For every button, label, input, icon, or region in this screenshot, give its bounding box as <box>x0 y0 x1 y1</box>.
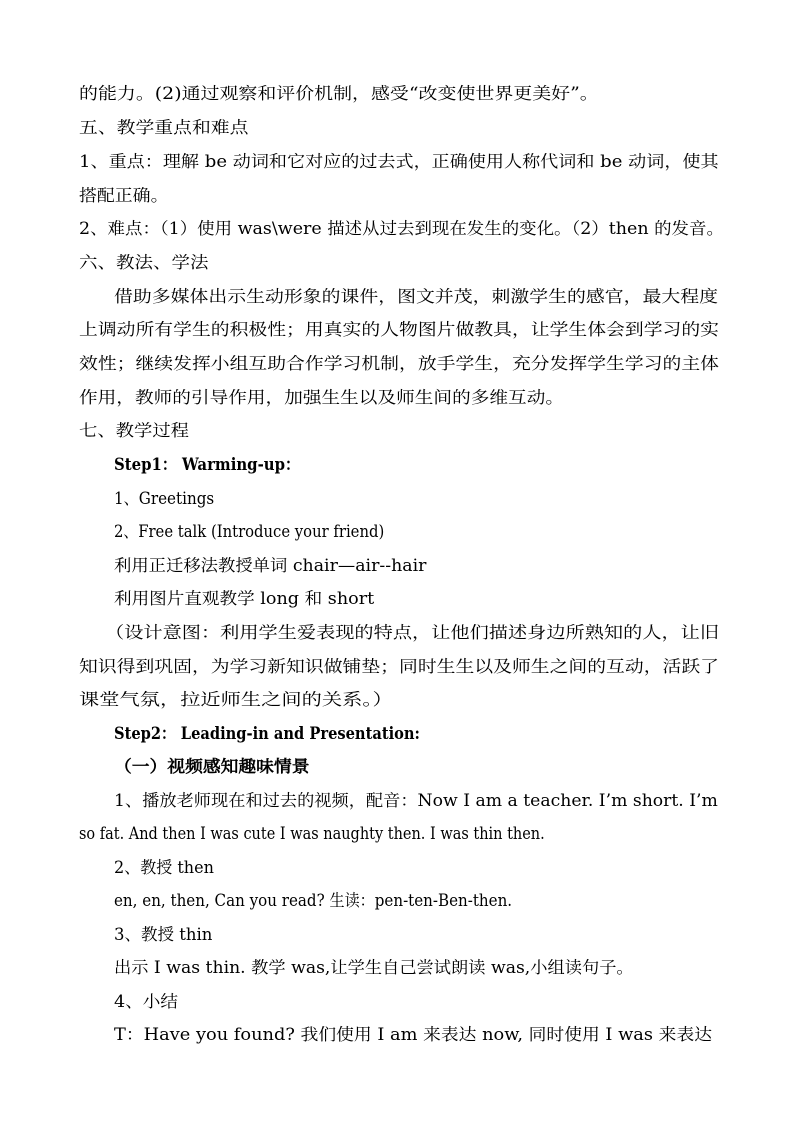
paragraph-line: 效性；继续发挥小组互助合作学习机制，放手学生，充分发挥学生学习的主体 <box>79 354 719 373</box>
text-line: 4、小结 <box>114 992 178 1011</box>
section-heading: 六、教法、学法 <box>79 253 209 272</box>
text-line: 出示 I was thin. 教学 was,让学生自己尝试朗读 was,小组读句子。 <box>114 958 634 977</box>
text-line: 1、重点：理解 be 动词和它对应的过去式，正确使用人称代词和 be 动词，使其 <box>79 152 719 171</box>
text-line: 2、教授 then <box>114 858 214 877</box>
section-heading: 五、教学重点和难点 <box>79 118 249 137</box>
text-line: 利用正迁移法教授单词 chair—air--hair <box>114 556 427 575</box>
text-line: 3、教授 thin <box>114 925 213 944</box>
text-line: 2、难点：（1）使用 was\were 描述从过去到现在发生的变化。（2）then 的发音。 <box>79 219 724 238</box>
text-line: 1、播放老师现在和过去的视频，配音：Now I am a teacher. I’m short. I’m <box>114 791 718 810</box>
paragraph-line: 借助多媒体出示生动形象的课件，图文并茂，刺激学生的感官，最大程度 <box>114 287 718 306</box>
step-heading: Step2： Leading-in and Presentation: <box>114 724 420 743</box>
text-line: en, en, then, Can you read? 生读：pen-ten-Ben-then. <box>114 891 513 910</box>
paragraph-line: 知识得到巩固，为学习新知识做铺垫；同时生生以及师生之间的互动，活跃了 <box>79 657 719 676</box>
paragraph-line: （设计意图：利用学生爱表现的特点，让他们描述身边所熟知的人，让旧 <box>105 623 719 642</box>
paragraph-line: 作用，教师的引导作用，加强生生以及师生间的多维互动。 <box>79 388 564 407</box>
text-line: T：Have you found? 我们使用 I am 来表达 now, 同时使用 I was 来表达 <box>114 1025 713 1044</box>
text-line: so fat. And then I was cute I was naughty then. I was thin then. <box>79 824 545 843</box>
section-heading: 七、教学过程 <box>79 421 189 440</box>
subsection-heading: （一）视频感知趣味情景 <box>114 757 310 776</box>
step-heading: Step1： Warming-up： <box>114 455 300 474</box>
text-line: 2、Free talk (Introduce your friend) <box>114 522 385 541</box>
paragraph-line: 上调动所有学生的积极性；用真实的人物图片做教具，让学生体会到学习的实 <box>79 320 719 339</box>
text-line: 的能力。(2)通过观察和评价机制，感受“改变使世界更美好”。 <box>79 84 599 103</box>
text-line: 利用图片直观教学 long 和 short <box>114 589 375 608</box>
paragraph-line: 课堂气氛，拉近师生之间的关系。） <box>79 690 393 709</box>
text-line: 搭配正确。 <box>79 186 169 205</box>
text-line: 1、Greetings <box>114 489 215 508</box>
